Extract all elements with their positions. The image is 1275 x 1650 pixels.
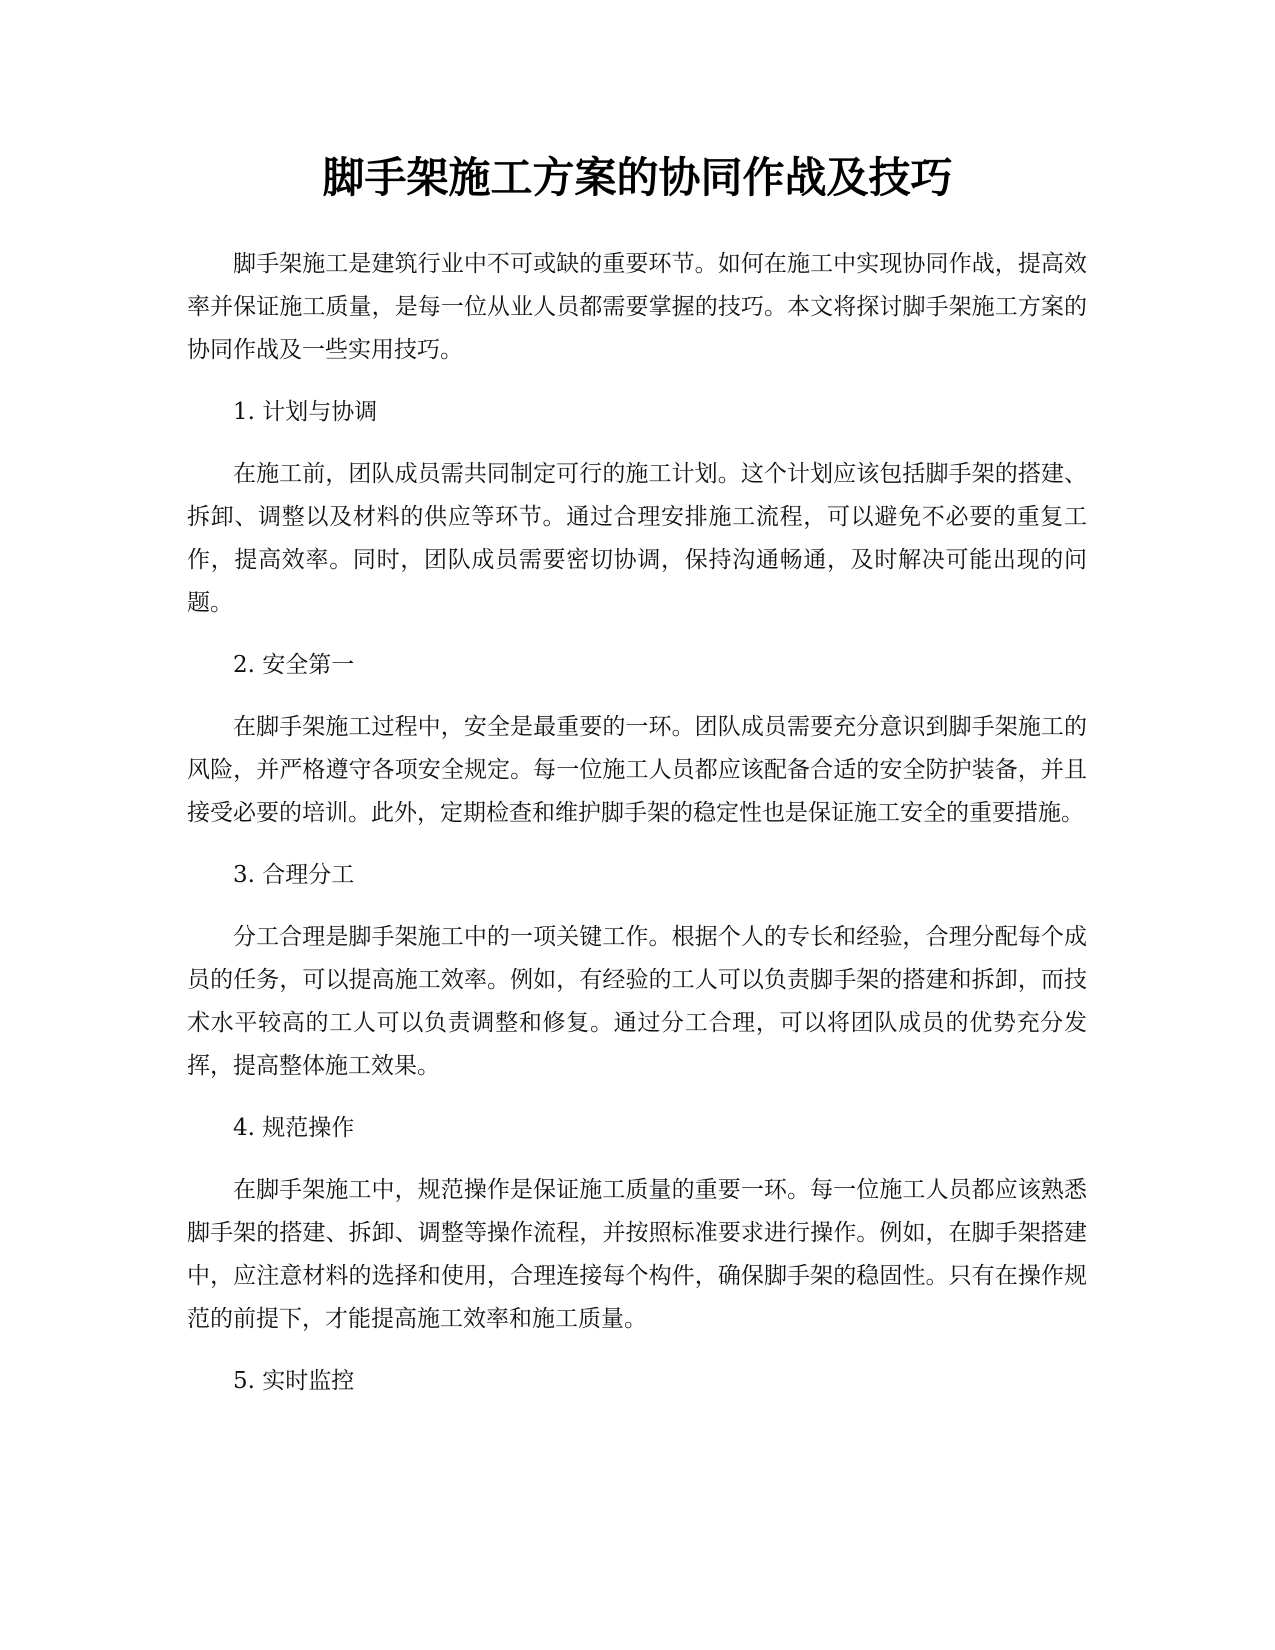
spacer bbox=[187, 434, 1087, 453]
spacer bbox=[187, 835, 1087, 854]
spacer bbox=[187, 372, 1087, 391]
section-heading-2: 2. 安全第一 bbox=[233, 652, 355, 678]
section-body-2: 在脚手架施工过程中，安全是最重要的一环。团队成员需要充分意识到脚手架施工的风险，并严格遵守各项安全规定。每一位施工人员都应该配备合适的安全防护装备，并且接受必要的培训。此外，定期检查和维护脚手架的稳定性也是保证施工安全的重要措施。 bbox=[187, 714, 1087, 826]
document-title: 脚手架施工方案的协同作战及技巧 bbox=[322, 153, 953, 202]
spacer bbox=[187, 1088, 1087, 1107]
spacer bbox=[187, 897, 1087, 916]
spacer bbox=[187, 687, 1087, 706]
spacer bbox=[187, 1150, 1087, 1169]
section-heading-4: 4. 规范操作 bbox=[233, 1115, 355, 1141]
section-body-1: 在施工前，团队成员需共同制定可行的施工计划。这个计划应该包括脚手架的搭建、拆卸、调整以及材料的供应等环节。通过合理安排施工流程，可以避免不必要的重复工作，提高效率。同时，团队成员需要密切协调，保持沟通畅通，及时解决可能出现的问题。 bbox=[187, 461, 1087, 616]
section-heading-1: 1. 计划与协调 bbox=[233, 399, 378, 425]
spacer bbox=[187, 1341, 1087, 1360]
section-body-3: 分工合理是脚手架施工中的一项关键工作。根据个人的专长和经验，合理分配每个成员的任务，可以提高施工效率。例如，有经验的工人可以负责脚手架的搭建和拆卸，而技术水平较高的工人可以负责调整和修复。通过分工合理，可以将团队成员的优势充分发挥，提高整体施工效果。 bbox=[187, 924, 1087, 1079]
spacer bbox=[187, 625, 1087, 644]
section-heading-5: 5. 实时监控 bbox=[233, 1368, 355, 1394]
section-heading-3: 3. 合理分工 bbox=[233, 862, 355, 888]
document-body bbox=[187, 243, 1087, 1403]
section-body-4: 在脚手架施工中，规范操作是保证施工质量的重要一环。每一位施工人员都应该熟悉脚手架的搭建、拆卸、调整等操作流程，并按照标准要求进行操作。例如，在脚手架搭建中，应注意材料的选择和使用，合理连接每个构件，确保脚手架的稳固性。只有在操作规范的前提下，才能提高施工效率和施工质量。 bbox=[187, 1177, 1087, 1332]
intro-paragraph: 脚手架施工是建筑行业中不可或缺的重要环节。如何在施工中实现协同作战，提高效率并保证施工质量，是每一位从业人员都需要掌握的技巧。本文将探讨脚手架施工方案的协同作战及一些实用技巧。 bbox=[187, 251, 1087, 363]
